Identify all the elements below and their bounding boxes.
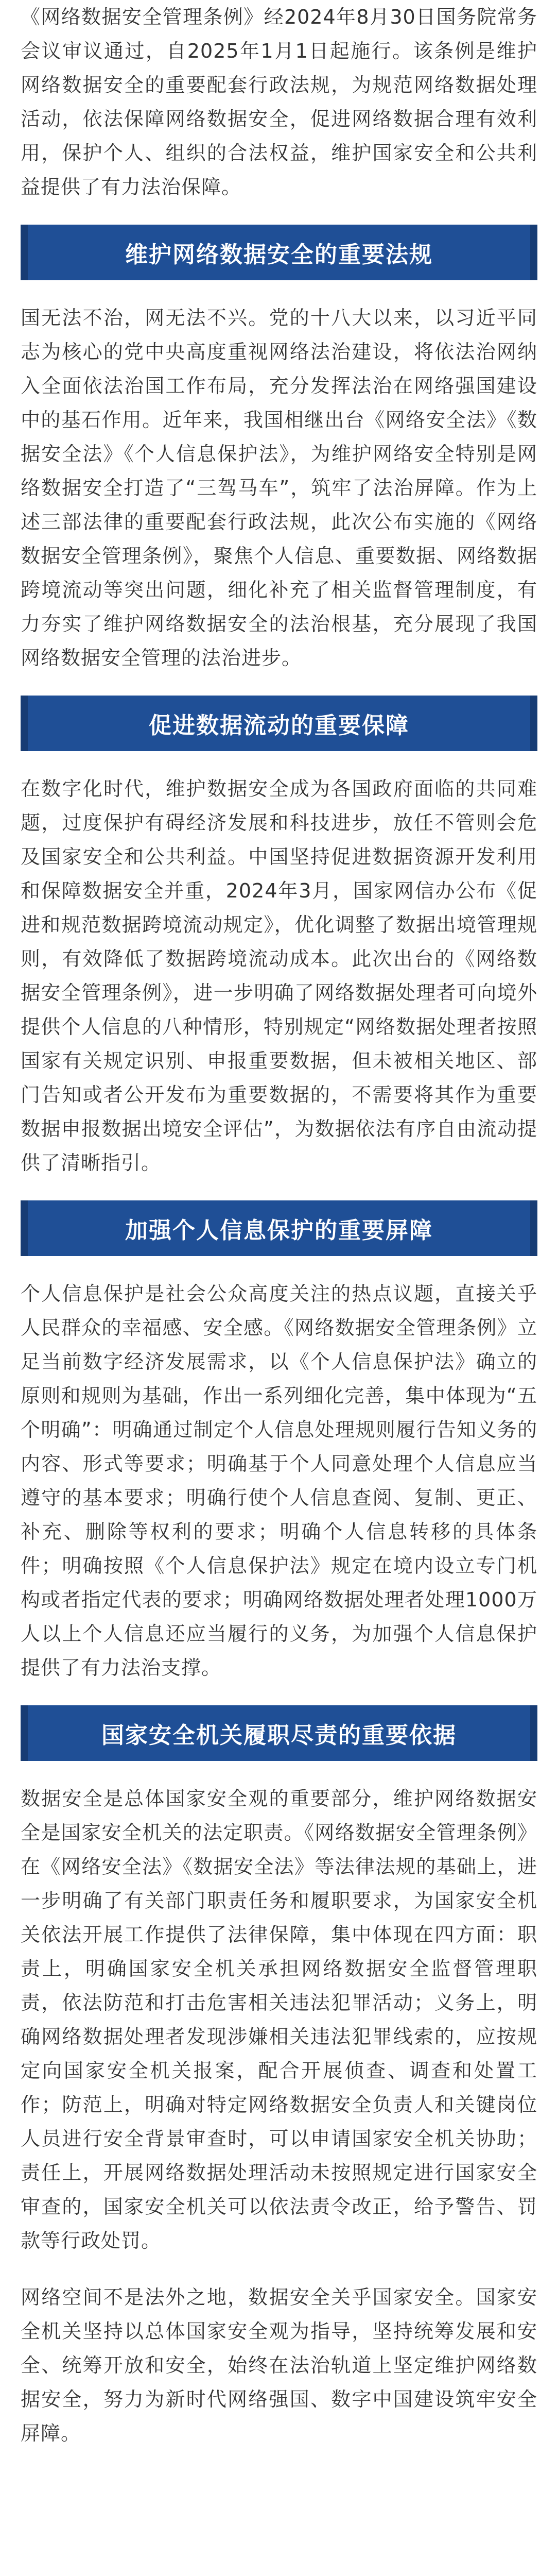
section-heading-3: 加强个人信息保护的重要屏障 (21, 1200, 537, 1256)
section-3-paragraph-1: 个人信息保护是社会公众高度关注的热点议题，直接关乎人民群众的幸福感、安全感。《网络数据安全管理条例》立足当前数字经济发展需求，以《个人信息保护法》确立的原则和规则为基础，作出一系列细化完善，集中体现为“五个明确”：明确通过制定个人信息处理规则履行告知义务的内容、形式等要求；明确基于个人同意处理个人信息应当遵守的基本要求；明确行使个人信息查阅、复制、更正、补充、删除等权利的要求；明确个人信息转移的具体条件；明确按照《个人信息保护法》规定在境内设立专门机构或者指定代表的要求；明确网络数据处理者处理1000万人以上个人信息还应当履行的义务，为加强个人信息保护提供了有力法治支撑。 (21, 1282, 537, 1679)
section-heading-4: 国家安全机关履职尽责的重要依据 (21, 1705, 537, 1761)
paragraph-gap (21, 2258, 537, 2280)
section-1-paragraph-1: 国无法不治，网无法不兴。党的十八大以来，以习近平同志为核心的党中央高度重视网络法治建设，将依法治网纳入全面依法治国工作布局，充分发挥法治在网络强国建设中的基石作用。近年来，我国相继出台《网络安全法》《数据安全法》《个人信息保护法》，为维护网络安全特别是网络数据安全打造了“三驾马车”，筑牢了法治屏障。作为上述三部法律的重要配套行政法规，此次公布实施的《网络数据安全管理条例》，聚焦个人信息、重要数据、网络数据跨境流动等突出问题，细化补充了相关监督管理制度，有力夯实了维护网络数据安全的法治根基，充分展现了我国网络数据安全管理的法治进步。 (21, 307, 537, 669)
section-4-paragraph-2: 网络空间不是法外之地，数据安全关乎国家安全。国家安全机关坚持以总体国家安全观为指导，坚持统筹发展和安全、统筹开放和安全，始终在法治轨道上坚定维护网络数据安全，努力为新时代网络强国、数字中国建设筑牢安全屏障。 (21, 2286, 537, 2445)
section-4-paragraph-1: 数据安全是总体国家安全观的重要部分，维护网络数据安全是国家安全机关的法定职责。《网络数据安全管理条例》在《网络安全法》《数据安全法》等法律法规的基础上，进一步明确了有关部门职责任务和履职要求，为国家安全机关依法开展工作提供了法律保障，集中体现在四方面：职责上，明确国家安全机关承担网络数据安全监督管理职责，依法防范和打击危害相关违法犯罪活动；义务上，明确网络数据处理者发现涉嫌相关违法犯罪线索的，应按规定向国家安全机关报案，配合开展侦查、调查和处置工作；防范上，明确对特定网络数据安全负责人和关键岗位人员进行安全背景审查时，可以申请国家安全机关协助；责任上，开展网络数据处理活动未按照规定进行国家安全审查的，国家安全机关可以依法责令改正，给予警告、罚款等行政处罚。 (21, 1787, 537, 2252)
intro-paragraph: 《网络数据安全管理条例》经2024年8月30日国务院常务会议审议通过，自2025年1月1日起施行。该条例是维护网络数据安全的重要配套行政法规，为规范网络数据处理活动，依法保障网络数据安全，促进网络数据合理有效利用，保护个人、组织的合法权益，维护国家安全和公共利益提供了有力法治保障。 (21, 6, 537, 198)
section-2-paragraph-1: 在数字化时代，维护数据安全成为各国政府面临的共同难题，过度保护有碍经济发展和科技进步，放任不管则会危及国家安全和公共利益。中国坚持促进数据资源开发利用和保障数据安全并重，2024年3月，国家网信办公布《促进和规范数据跨境流动规定》，优化调整了数据出境管理规则，有效降低了数据跨境流动成本。此次出台的《网络数据安全管理条例》，进一步明确了网络数据处理者可向境外提供个人信息的八种情形，特别规定“网络数据处理者按照国家有关规定识别、申报重要数据，但未被相关地区、部门告知或者公开发布为重要数据的，不需要将其作为重要数据申报数据出境安全评估”，为数据依法有序自由流动提供了清晰指引。 (21, 777, 537, 1174)
section-heading-1: 维护网络数据安全的重要法规 (21, 225, 537, 280)
section-heading-2: 促进数据流动的重要保障 (21, 696, 537, 751)
